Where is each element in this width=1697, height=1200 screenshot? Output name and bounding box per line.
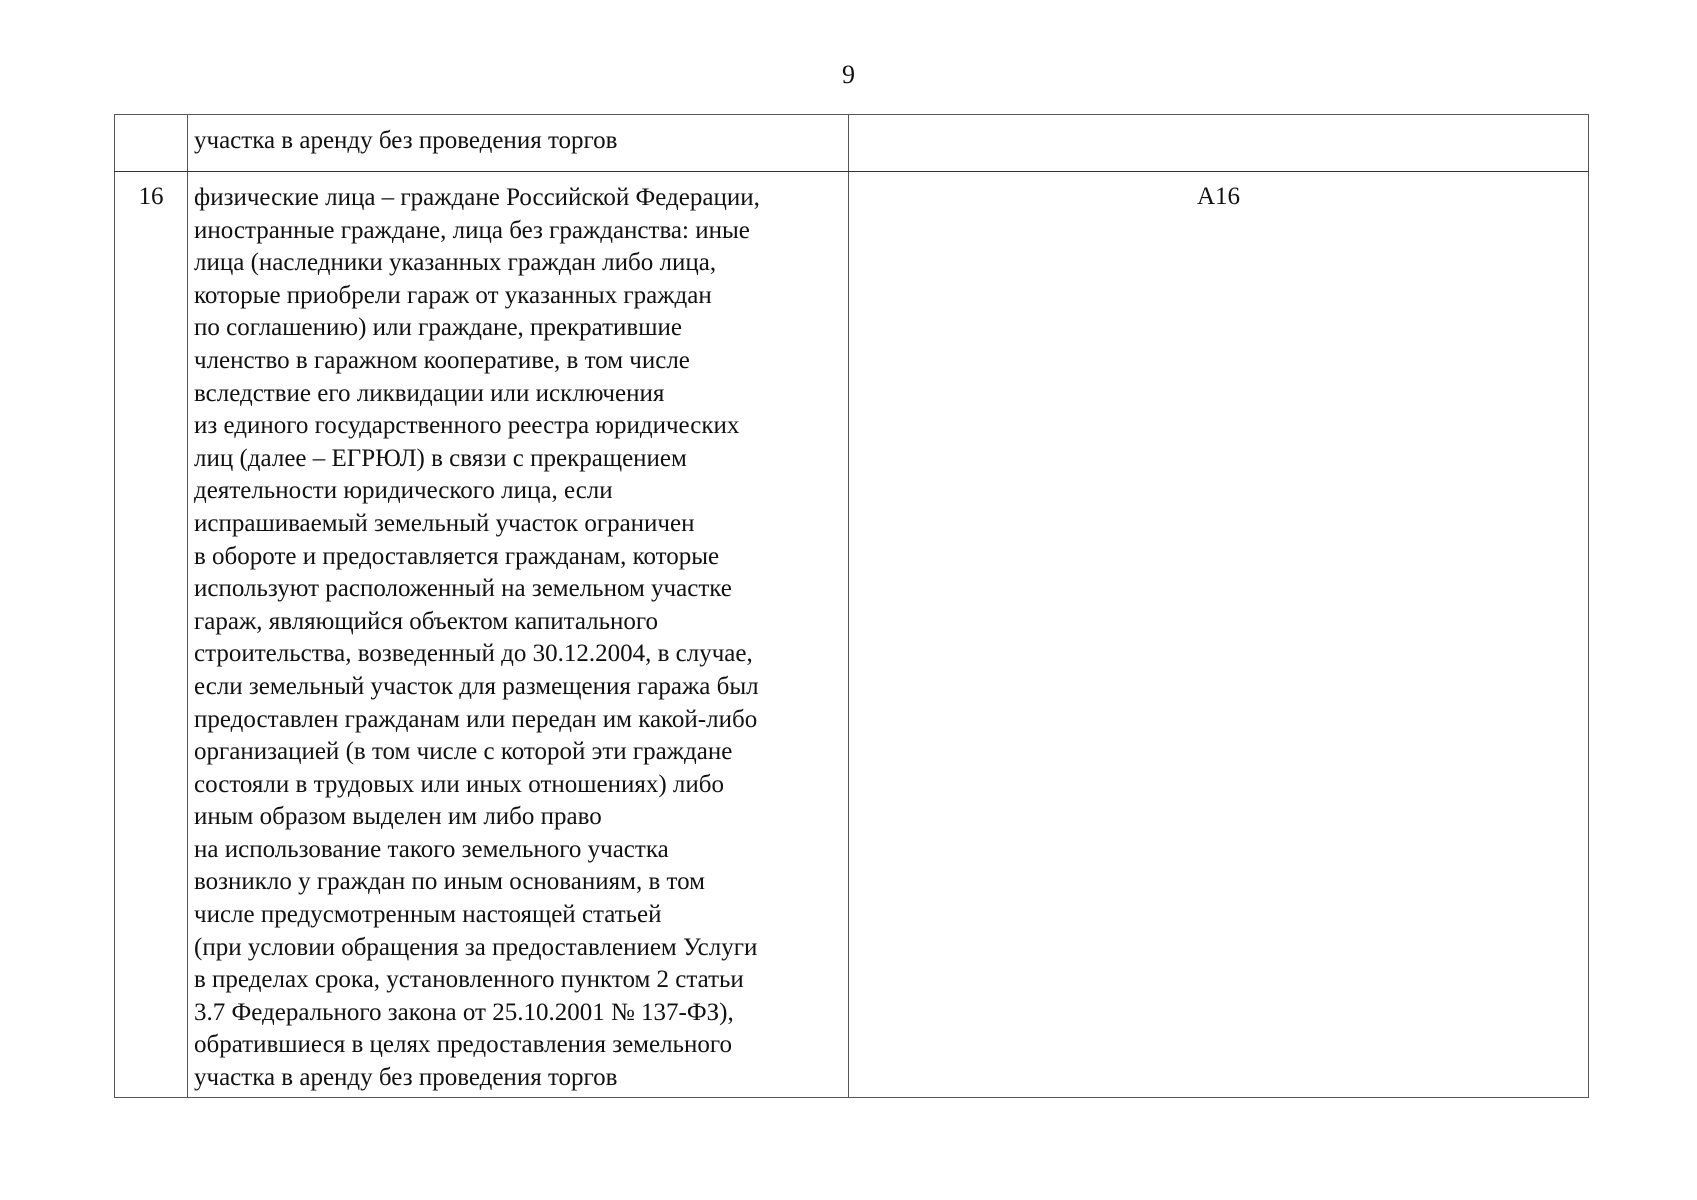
description-line: строительства, возведенный до 30.12.2004, в случае, <box>194 640 753 668</box>
description-line: организацией (в том числе с которой эти граждане <box>194 738 733 766</box>
description-line: по соглашению) или граждане, прекратившие <box>194 314 682 342</box>
table-row-16 <box>115 172 1589 1098</box>
description-line: обратившиеся в целях предоставления земельного <box>194 1031 732 1059</box>
description-line: если земельный участок для размещения гаража был <box>194 672 759 700</box>
description-line: деятельности юридического лица, если <box>194 477 613 505</box>
description-line: участка в аренду без проведения торгов <box>194 127 618 154</box>
description-line: состояли в трудовых или иных отношениях) либо <box>194 770 725 798</box>
page-number: 9 <box>842 60 855 89</box>
row-number-cell <box>115 115 188 172</box>
description-line: участка в аренду без проведения торгов <box>194 1064 618 1092</box>
description-line: на использование такого земельного участка <box>194 835 669 863</box>
description-line: лиц (далее – ЕГРЮЛ) в связи с прекращением <box>194 444 687 472</box>
description-line: используют расположенный на земельном участке <box>194 575 732 603</box>
description-line: предоставлен гражданам или передан им какой-либо <box>194 705 758 733</box>
description-line: в обороте и предоставляется гражданам, которые <box>194 542 720 570</box>
description-cell <box>188 172 849 1098</box>
row-number-cell: 16 <box>115 172 188 1098</box>
description-line: (при условии обращения за предоставлением Услуги <box>194 933 758 961</box>
description-line: из единого государственного реестра юридических <box>194 412 740 440</box>
description-line: иностранные граждане, лица без гражданства: иные <box>194 216 750 244</box>
description-line: испрашиваемый земельный участок ограничен <box>194 509 695 537</box>
description-cell <box>188 115 849 172</box>
description-line: числе предусмотренным настоящей статьей <box>194 901 662 929</box>
description-line: вследствие его ликвидации или исключения <box>194 379 665 407</box>
description-line: лица (наследники указанных граждан либо лица, <box>194 249 717 277</box>
description-line: в пределах срока, установленного пунктом 2 статьи <box>194 966 744 994</box>
description-line: физические лица – граждане Российской Федерации, <box>194 184 760 211</box>
description-line: 3.7 Федерального закона от 25.10.2001 № 137-ФЗ), <box>194 998 734 1026</box>
document-table <box>114 114 1589 1098</box>
description-line: иным образом выделен им либо право <box>194 803 602 831</box>
description-line: возникло у граждан по иным основаниям, в том <box>194 868 705 896</box>
description-line: которые приобрели гараж от указанных граждан <box>194 281 712 309</box>
table-row-continuation <box>115 115 1589 172</box>
description-line: гараж, являющийся объектом капитального <box>194 607 659 635</box>
code-cell: А16 <box>849 172 1589 1098</box>
description-line: членство в гаражном кооперативе, в том числе <box>194 346 690 374</box>
code-cell <box>849 115 1589 172</box>
